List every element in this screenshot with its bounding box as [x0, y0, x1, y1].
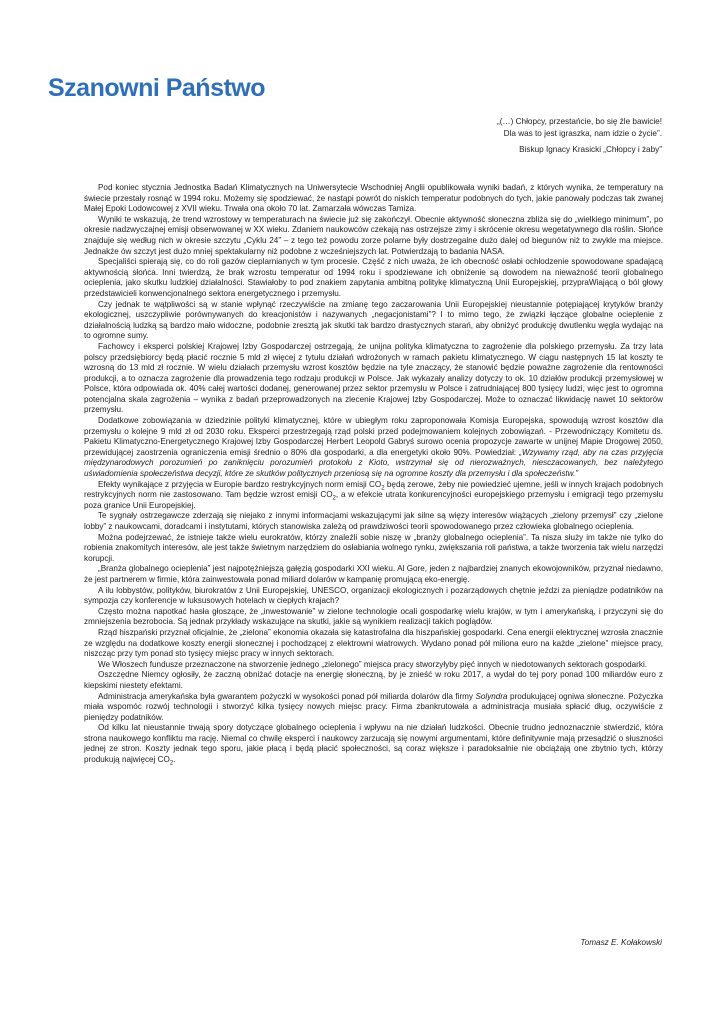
paragraph-text: , a w efekcie utrata konkurencyjności europejskiego przemysłu i emigracji tego przemysłu poza granice Unii Europejskiej.	[84, 490, 663, 510]
paragraph	[84, 416, 663, 480]
paragraph: Można podejrzewać, że istnieje także wielu eurokratów, którzy znaleźli sobie niszę w „branży globalnego ocieplenia”. Ta nisza służy im także nie tylko do robienia znakomitych interesów, ale jest także świetnym narzędziem do osłabiania wolnego rynku, zwiększania roli państwa, a także tworzenia tak wielu narzędzi korupcji.	[84, 532, 663, 563]
paragraph: Rząd hiszpański przyznał oficjalnie, że „zielona” ekonomia okazała się katastrofalna dla hiszpańskiej gospodarki. Cena energii elektrycznej wzrosła znacznie ze względu na dodatkowe koszty energii słonecznej i pochodzącej z elektrowni wiatrowych. Wydano ponad pół miliona euro na każde „zielone” miejsce pracy, niszcząc przy tym ponad sto tysięcy miejsc pracy w innych sektorach.	[84, 627, 663, 659]
paragraph-text: produkującej ogniwa słoneczne. Pożyczka miała wspomóc rozwój technologii i stworzyć kilka tysięcy nowych miejsc pracy. Firma zbankrutowała a administracja musiała spłacić dług, oczywiście z pieniędzy podatników.	[84, 691, 663, 722]
paragraph-text: będą zerowe, żeby nie powiedzieć ujemne, jeśli w innych krajach podobnych restrykcyjnych norm nie zastosowano. Tam będzie wzrost emisji CO	[84, 479, 663, 500]
paragraph: We Włoszech fundusze przeznaczone na stworzenie jednego „zielonego” miejsca pracy stworzyłyby pięć innych w niedotowanych sektorach gospodarki.	[98, 659, 648, 669]
paragraph: Wyniki te wskazują, że trend wzrostowy w temperaturach na świecie już się zakończył. Obecnie aktywność słoneczna zbliża się do „wielkiego minimum”, po okresie nadzwyczajnej emisji obserwowanej w XX wieku. Zdaniem naukowców czekają nas ostrzejsze zimy i skrócenie okresu wegetatywnego dla roślin. Słońce znajduje się według nich w okresie szczytu „Cyklu 24” – z tego też powodu zorze polarne były dostrzegalne dużo dalej od biegunów niż to zwykle ma miejsce. Jednakże ów szczyt jest dużo mniej spektakularny niż podobne z wcześniejszych lat. Potwierdzają to badania NASA.	[84, 214, 663, 256]
epigraph-line: Dla was to jest igraszka, nam idzie o życie”.	[503, 129, 662, 138]
paragraph	[84, 723, 663, 765]
paragraph-text: Efekty wynikające z przyjęcia w Europie bardzo restrykcyjnych norm emisji CO	[98, 479, 382, 489]
paragraph: Czy jednak te wątpliwości są w stanie wpłynąć rzeczywiście na zmianę tego zaczarowania Unii Europejskiej nieustannie potępiającej krytyków branży ekologicznej, uszczypliwie porównywanych do kreacjonistów i nazywanych „negacjonistami”? I to mimo tego, że związki łączące globalne ocieplenie z działalnością ludzką są bardzo mało widoczne, podobnie zresztą jak skutki tak bardzo drastycznych starań, aby obniżyć produkcję dwutlenku węgla wydając na to ogromne sumy.	[84, 299, 663, 341]
subscript: 2	[169, 760, 174, 767]
subscript: 2	[332, 495, 336, 502]
quote: „Wzywamy rząd, aby na czas przyjęcia międzynarodowych porozumień po zaniknięciu porozumień protokołu z Kioto, wstrzymał się od nierozważnych, niesczacowanych, bez należytego uświadomienia społeczeństwa decyzji, które ze skutków politycznych przeniosą się na ogromne koszty dla przemysłu i dla społeczeństw.”	[84, 447, 663, 479]
paragraph-text: Od kilku lat nieustannie trwają spory dotyczące globalnego ocieplenia i wpływu na nie działań ludzkości. Obecnie trudno jednoznacznie stwierdzić, która strona naukowego konfliktu ma rację. Niemal co chwilę eksperci i naukowcy zarzucają się nowymi argumentami, które definitywnie mają przesądzić o słuszności jednej ze stron. Koszty jednak tego sporu, jakie płacą i będą płacić społeczności, są coraz większe i paradoksalnie nie obciążają one zbytnio tych, którzy produkują najwięcej CO	[84, 723, 663, 765]
article-body	[84, 183, 663, 766]
paragraph: Specjaliści spierają się, co do roli gazów cieplarnianych w tym procesie. Część z nich uważa, że ich obecność osłabi ochłodzenie spowodowane spadającą aktywnością słońca. Inni twierdzą, że brak wzrostu temperatur od 1994 roku i spodziewane ich obniżenie są dowodem na nieważność teorii globalnego ocieplenia, jako skutku ludzkiej działalności. Stawiałoby to pod znakiem zapytania ambitną politykę klimatyczną Unii Europejskiej, przypraWiającą o ból głowy przedstawicieli konwencjonalnego sektora energetycznego i przemysłu.	[84, 257, 663, 298]
paragraph: „Branża globalnego ocieplenia” jest najpotężniejszą gałęzią gospodarki XXI wieku. Al Gore, jeden z najbardziej znanych ekowojowników, przyznał niedawno, że jest partnerem w firmie, która zainwestowała ponad miliard dolarów w kampanię promującą eko-energię.	[84, 564, 663, 584]
paragraph	[84, 692, 663, 724]
paragraph: Oszczędne Niemcy ogłosiły, że zaczną obniżać dotacje na energię słoneczną, by je znieść w roku 2017, a wydał do tej pory ponad 100 miliardów euro z kiepskimi niestety efektami.	[84, 670, 663, 690]
paragraph	[84, 480, 663, 512]
paragraph: Te sygnały ostrzegawcze zderzają się niejako z innymi informacjami wskazującymi jak silne są więzy interesów wiążących „zielony przemysł” czy „zielone lobby” z naukowcami, doradcami i instytutami, których stanowiska zależą od prawdziwości teorii spowodowanego przez człowieka globalnego ocieplenia.	[84, 511, 663, 531]
company-name: Solyndra	[475, 691, 508, 701]
epigraph-line: „(…) Chłopcy, przestańcie, bo się źle bawicie!	[496, 117, 662, 126]
paragraph: Często można napotkać hasła głoszące, że „inwestowanie” w zielone technologie ocali gospodarkę wielu krajów, w tym i amerykańską, i przyczyni się do zmniejszenia bezrobocia. Są jednak przykłady wskazujące na skutki, jakie są wynikiem realizacji takich poglądów.	[84, 606, 663, 627]
epigraph	[342, 116, 662, 156]
subscript: 2	[381, 485, 385, 492]
author-signature: Tomasz E. Kołakowski	[580, 938, 662, 947]
paragraph-text: .	[173, 755, 176, 765]
page-title: Szanowni Państwo	[48, 74, 266, 102]
paragraph: Pod koniec stycznia Jednostka Badań Klimatycznych na Uniwersytecie Wschodniej Anglii opublikowała wyniki badań, z których wynika, że temperatury na świecie przestały rosnąć w 1994 roku. Możemy się spodziewać, że nastąpi powrót do niskich temperatur podobnych do tych, jakie panowały podczas tak zwanej Małej Epoki Lodowcowej z XVII wieku. Trwała ona około 70 lat. Zamarzała wówczas Tamiza.	[84, 183, 663, 214]
paragraph-text: Dodatkowe zobowiązania w dziedzinie polityki klimatycznej, które w ubiegłym roku zaproponowała Komisja Europejska, spowodują wzrost kosztów dla przemysłu o kolejne 9 mld zł od 2030 roku. Eksperci przestrzegają rząd polski przed podejmowaniem kolejnych zobowiązań. - Przewodniczący Komitetu ds. Pakietu Klimatyczno-Energetycznego Krajowej Izby Gospodarczej Herbert Leopold Gabryś surowo ocenia propozycje zawarte w unijnej Mapie Drogowej 2050, przewidującej zaostrzenia ograniczenia emisji średnio o 80% dla gospodarki, a dla energetyki około 90%. Powiedział:	[84, 416, 663, 457]
epigraph-source: Biskup Ignacy Krasicki „Chłopcy i żaby”	[519, 145, 662, 154]
paragraph: A ilu lobbystów, polityków, biurokratów z Unii Europejskiej, UNESCO, organizacji ekologicznych i pozarządowych chętnie jeździ za pieniądze podatników na sympozja czy konferencje w luksusowych hotelach w ciepłych krajach?	[84, 585, 663, 606]
paragraph-text: Administracja amerykańska była gwarantem pożyczki w wysokości ponad pół miliarda dolarów dla firmy	[98, 691, 476, 701]
paragraph: Fachowcy i eksperci polskiej Krajowej Izby Gospodarczej ostrzegają, że unijna polityka klimatyczna to zagrożenie dla polskiego przemysłu. Za trzy lata polscy przedsiębiorcy będą płacić rocznie 5 mld zł więcej z tytułu działań wdrożonych w ramach pakietu klimatycznego. W ciągu następnych 15 lat koszty te wzrosną do 13 mld zł rocznie. W wielu działach przemysłu wzrost kosztów będzie na tyle znaczący, że stanowić będzie poważne zagrożenie dla rentowności produkcji, a to oznacza zagrożenie dla prowadzenia tego rodzaju produkcji w Polsce. Jak wykazały analizy dotyczy to ok. 10 działów produkcji przemysłowej w Polsce, która odpowiada ok. 40% całej wartości dodanej, generowanej przez sektor przemysłu w Polsce i zatrudniającej 800 tysięcy ludzi, więc jest to ogromna potencjalna skala zagrożenia – wynika z badań przeprowadzonych na zlecenie Krajowej Izby Gospodarczej. Może to oznaczać likwidację nawet 10 sektorów przemysłu.	[84, 341, 663, 415]
